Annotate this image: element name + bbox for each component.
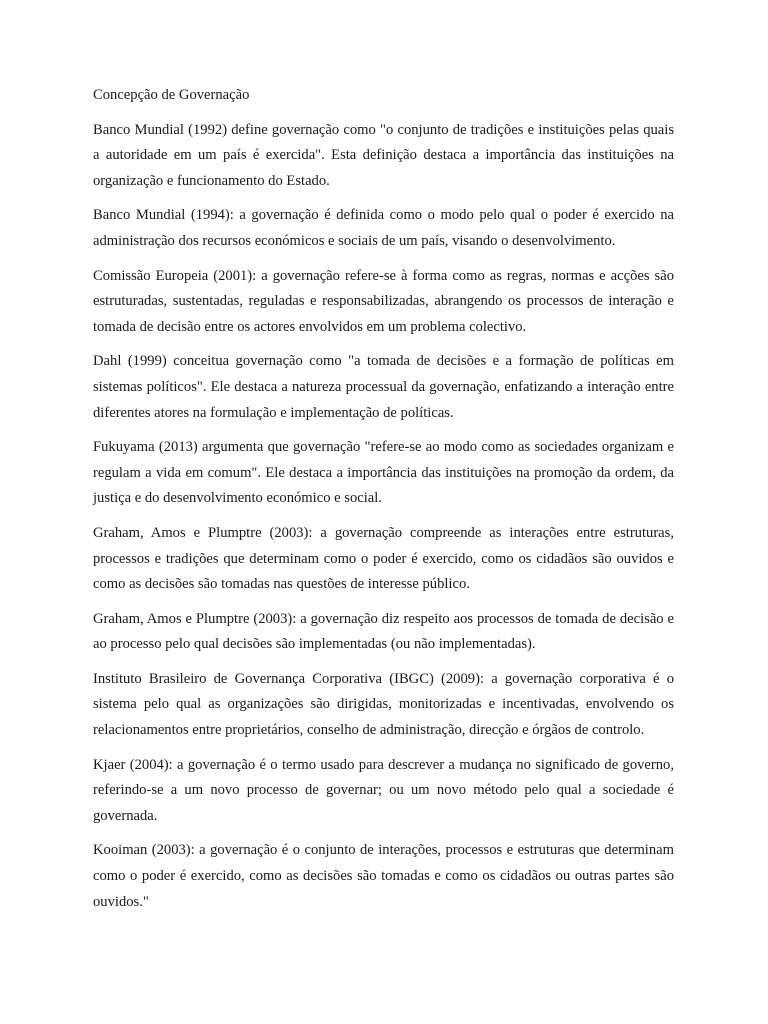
paragraph-banco-mundial-1994: Banco Mundial (1994): a governação é definida como o modo pelo qual o poder é exercido na administração dos recursos económicos e sociais de um país, visando o desenvolvimento. (93, 207, 674, 249)
paragraph-comissao-europeia-2001: Comissão Europeia (2001): a governação refere-se à forma como as regras, normas e acções são estruturadas, sustentadas, reguladas e responsabilizadas, abrangendo os processos de interação e tomada de decisão entre os actores envolvidos em um problema colectivo. (93, 267, 674, 335)
paragraph-kjaer-2004: Kjaer (2004): a governação é o termo usado para descrever a mudança no significado de governo, referindo-se a um novo processo de governar; ou um novo método pelo qual a sociedade é governada. (93, 756, 674, 824)
paragraph-dahl-1999: Dahl (1999) conceitua governação como "a tomada de decisões e a formação de políticas em sistemas políticos". Ele destaca a natureza processual da governação, enfatizando a interação entre diferentes atores na formulação e implementação de políticas. (93, 353, 674, 421)
paragraph-kooiman-2003: Kooiman (2003): a governação é o conjunto de interações, processos e estruturas que determinam como o poder é exercido, como as decisões são tomadas e como os cidadãos ou outras partes são ouvidos." (93, 842, 674, 910)
paragraph-ibgc-2009: Instituto Brasileiro de Governança Corporativa (IBGC) (2009): a governação corporativa é o sistema pelo qual as organizações são dirigidas, monitorizadas e incentivadas, envolvendo os relacionamentos entre proprietários, conselho de administração, direcção e órgãos de controlo. (93, 670, 674, 739)
document-page (93, 83, 674, 924)
paragraph-banco-mundial-1992: Banco Mundial (1992) define governação como "o conjunto de tradições e instituições pelas quais a autoridade em um país é exercida". Esta definição destaca a importância das instituições na organização e funcionamento do Estado. (93, 121, 674, 189)
paragraph-fukuyama-2013: Fukuyama (2013) argumenta que governação "refere-se ao modo como as sociedades organizam e regulam a vida em comum". Ele destaca a importância das instituições na promoção da ordem, da justiça e do desenvolvimento económico e social. (93, 439, 674, 507)
paragraph-graham-2003-b: Graham, Amos e Plumptre (2003): a governação diz respeito aos processos de tomada de decisão e ao processo pelo qual decisões são implementadas (ou não implementadas). (93, 610, 674, 653)
document-title: Concepção de Governação (93, 87, 250, 103)
paragraph-graham-2003-a: Graham, Amos e Plumptre (2003): a governação compreende as interações entre estruturas, processos e tradições que determinam como o poder é exercido, como os cidadãos são ouvidos e como as decisões são tomadas nas questões de interesse público. (93, 524, 674, 593)
